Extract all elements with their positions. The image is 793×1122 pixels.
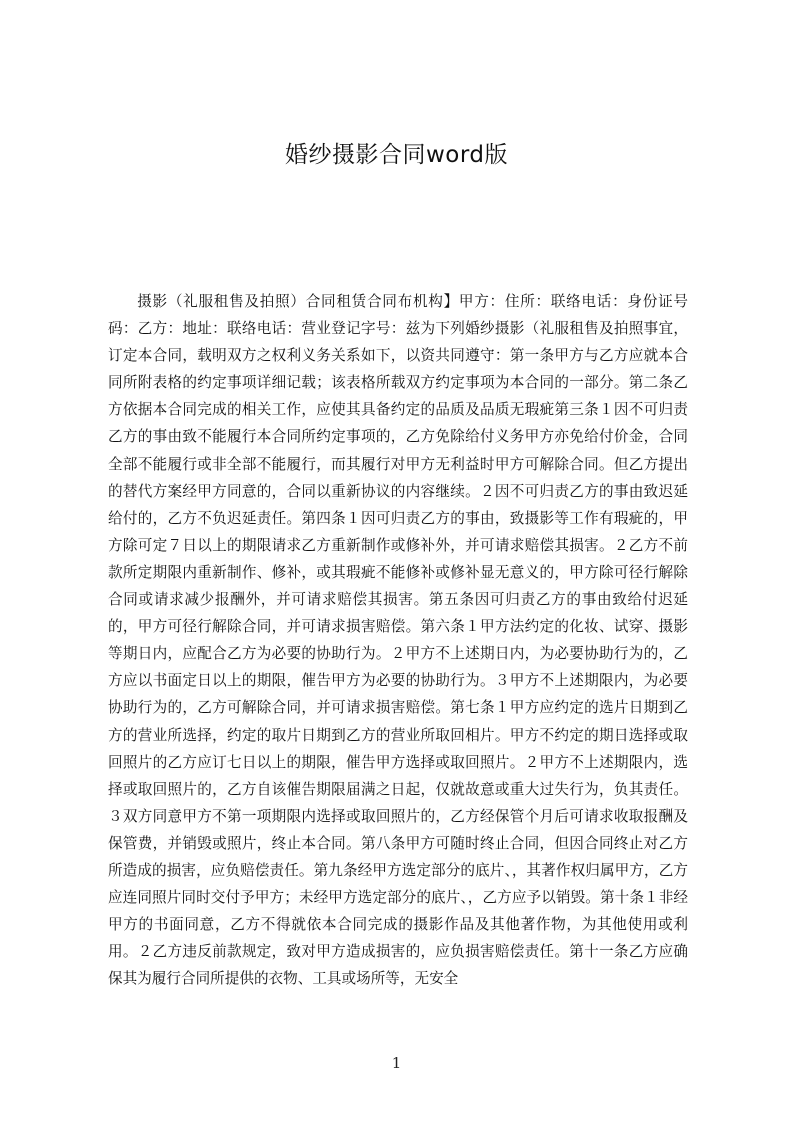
page-number: 1	[391, 1054, 402, 1072]
document-body: 摄影（礼服租售及拍照）合同租赁合同布机构】甲方：住所：联络电话：身份证号码：乙方：地址：联络电话：营业登记字号：兹为下列婚纱摄影（礼服租售及拍照事宜，订定本合同，载明双方之权利义务关系如下，以资共同遵守：第一条甲方与乙方应就本合同所附表格的约定事项详细记载；该表格所载双方约定事项为本合同的一部分。第二条乙方依据本合同完成的相关工作，应使其具备约定的品质及品质无瑕疵第三条１因不可归责乙方的事由致不能履行本合同所约定事项的，乙方免除给付义务甲方亦免给付价金，合同全部不能履行或非全部不能履行，而其履行对甲方无利益时甲方可解除合同。但乙方提出的替代方案经甲方同意的，合同以重新协议的内容继续。２因不可归责乙方的事由致迟延给付的，乙方不负迟延责任。第四条１因可归责乙方的事由，致摄影等工作有瑕疵的，甲方除可定７日以上的期限请求乙方重新制作或修补外，并可请求赔偿其损害。２乙方不前款所定期限内重新制作、修补，或其瑕疵不能修补或修补显无意义的，甲方除可径行解除合同或请求减少报酬外，并可请求赔偿其损害。第五条因可归责乙方的事由致给付迟延的，甲方可径行解除合同，并可请求损害赔偿。第六条１甲方法约定的化妆、试穿、摄影等期日内，应配合乙方为必要的协助行为。２甲方不上述期日内，为必要协助行为的，乙方应以书面定日以上的期限，催告甲方为必要的协助行为。３甲方不上述期限内，为必要协助行为的，乙方可解除合同，并可请求损害赔偿。第七条１甲方应约定的选片日期到乙方的营业所选择，约定的取片日期到乙方的营业所取回相片。甲方不约定的期日选择或取回照片的乙方应订七日以上的期限，催告甲方选择或取回照片。２甲方不上述期限内，选择或取回照片的，乙方自该催告期限届满之日起，仅就故意或重大过失行为，负其责任。３双方同意甲方不第一项期限内选择或取回照片的，乙方经保管个月后可请求收取报酬及保管费，并销毁或照片，终止本合同。第八条甲方可随时终止合同，但因合同终止对乙方所造成的损害，应负赔偿责任。第九条经甲方选定部分的底片、，其著作权归属甲方，乙方应连同照片同时交付予甲方；未经甲方选定部分的底片、，乙方应予以销毁。第十条１非经甲方的书面同意，乙方不得就依本合同完成的摄影作品及其他著作物，为其他使用或利用。２乙方违反前款规定，致对甲方造成损害的，应负损害赔偿责任。第十一条乙方应确保其为履行合同所提供的衣物、工具或场所等，无安全	[108, 293, 688, 988]
document-title: 婚纱摄影合同word版	[284, 142, 509, 168]
